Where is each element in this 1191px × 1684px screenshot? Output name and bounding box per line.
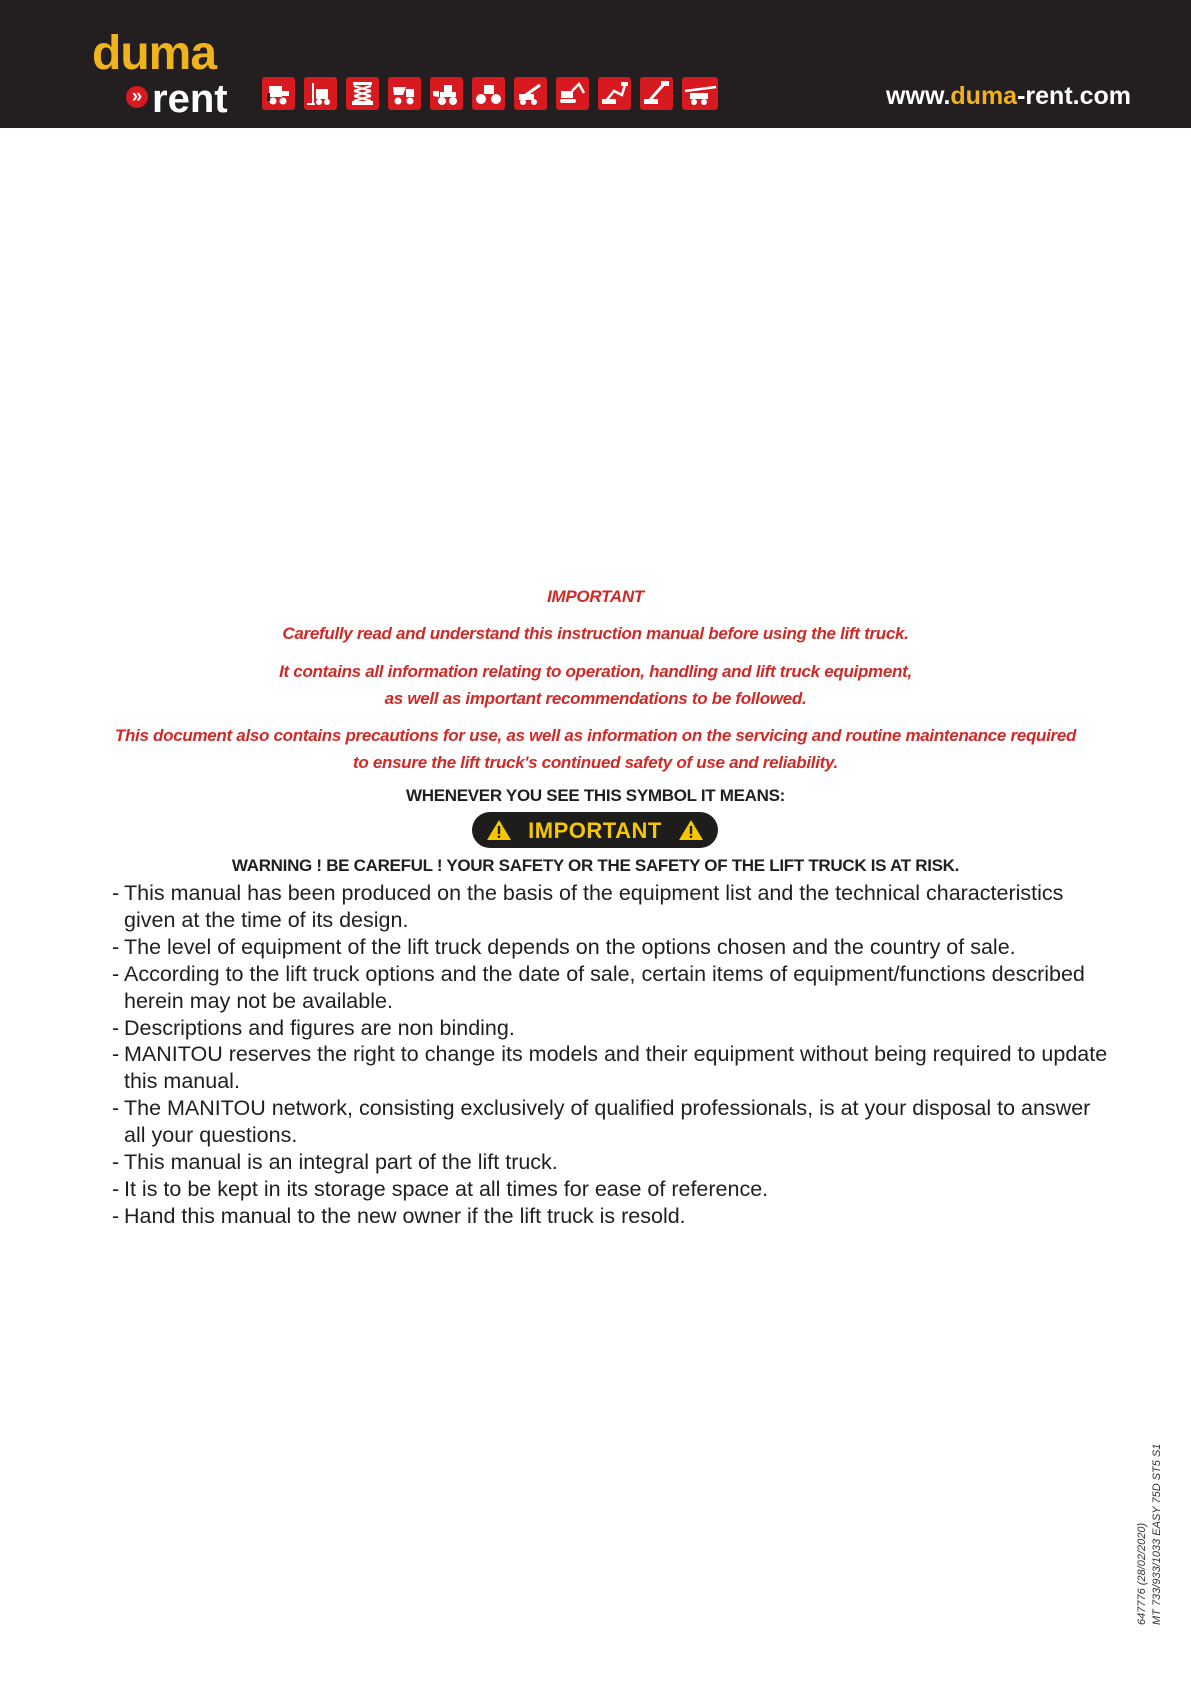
symbol-heading: WHENEVER YOU SEE THIS SYMBOL IT MEANS: xyxy=(405,786,786,805)
crane-icon xyxy=(682,77,718,110)
list-item: - This manual has been produced on the basis of the equipment list and the technical characteristics given at the time of its design. xyxy=(110,880,1110,934)
warning-line: WARNING ! BE CAREFUL ! YOUR SAFETY OR THE SAFETY OF THE LIFT TRUCK IS AT RISK. xyxy=(231,856,960,875)
logo-chevron-icon: » xyxy=(126,86,148,108)
skid-steer-icon xyxy=(262,77,295,110)
list-item: - According to the lift truck options and the date of sale, certain items of equipment/functions described herein may not be available. xyxy=(110,961,1110,1015)
boom-lift-icon xyxy=(640,77,673,110)
equipment-icon-strip xyxy=(262,77,722,110)
excavator-icon xyxy=(556,77,589,110)
important-title: IMPORTANT xyxy=(547,587,644,606)
logo-rent-text: rent xyxy=(152,77,228,121)
notice-line-3a: This document also contains precautions for use, as well as information on the servicing and routine maintenance required xyxy=(114,726,1077,745)
document-code: 647776 (28/02/2020) xyxy=(1136,1522,1148,1625)
document-reference xyxy=(1135,1425,1175,1625)
forklift-icon xyxy=(304,77,337,110)
list-item: - The level of equipment of the lift truck depends on the options chosen and the country of sale. xyxy=(110,934,1110,961)
important-badge xyxy=(472,812,718,848)
url-prefix: www. xyxy=(886,82,951,110)
manual-notes-list xyxy=(110,880,1110,1230)
knuckle-boom-icon xyxy=(598,77,631,110)
wheel-loader-icon xyxy=(430,77,463,110)
warning-triangle-icon xyxy=(678,819,704,841)
model-reference: MT 733/933/1033 EASY 75D ST5 S1 xyxy=(1151,1443,1163,1625)
compactor-icon xyxy=(472,77,505,110)
logo-duma-text: duma xyxy=(92,27,217,80)
notice-line-2b: as well as important recommendations to be followed. xyxy=(384,689,807,708)
mini-dumper-icon xyxy=(388,77,421,110)
notice-line-2a: It contains all information relating to operation, handling and lift truck equipment, xyxy=(279,662,912,681)
url-highlight: duma xyxy=(950,82,1018,110)
badge-label: IMPORTANT xyxy=(528,818,662,843)
list-item: - Hand this manual to the new owner if the lift truck is resold. xyxy=(110,1203,1110,1230)
scissor-lift-icon xyxy=(346,77,379,110)
website-url[interactable] xyxy=(886,82,1131,111)
notice-line-1: Carefully read and understand this instruction manual before using the lift truck. xyxy=(282,624,909,643)
url-suffix: -rent.com xyxy=(1017,82,1131,110)
telehandler-icon xyxy=(514,77,547,110)
header-bar xyxy=(0,0,1191,128)
warning-triangle-icon xyxy=(486,819,512,841)
list-item: - Descriptions and figures are non binding. xyxy=(110,1015,1110,1042)
list-item: - The MANITOU network, consisting exclusively of qualified professionals, is at your disposal to answer all your questions. xyxy=(110,1095,1110,1149)
list-item: - MANITOU reserves the right to change its models and their equipment without being required to update this manual. xyxy=(110,1041,1110,1095)
notice-line-3b: to ensure the lift truck's continued safety of use and reliability. xyxy=(353,753,838,772)
list-item: - It is to be kept in its storage space at all times for ease of reference. xyxy=(110,1176,1110,1203)
list-item: - This manual is an integral part of the lift truck. xyxy=(110,1149,1110,1176)
